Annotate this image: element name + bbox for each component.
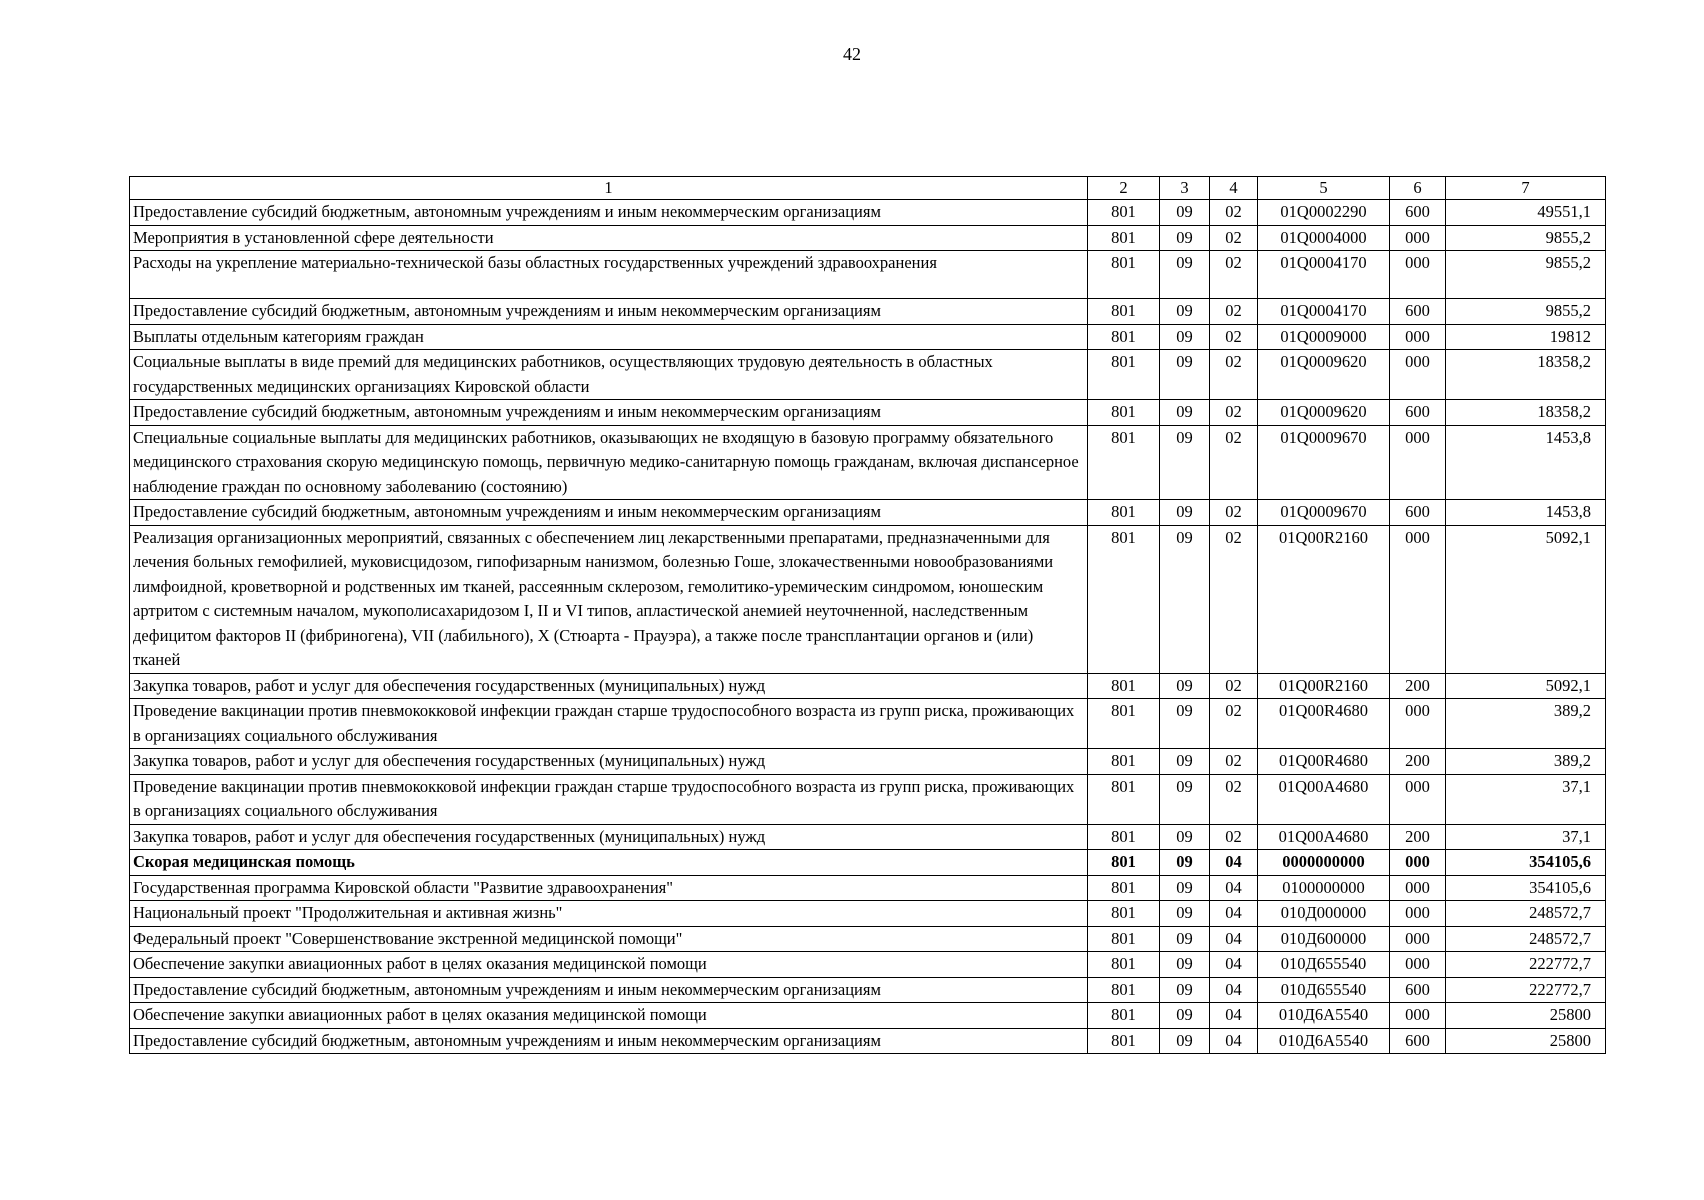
table-row: [130, 400, 1606, 426]
row-name-cell: Закупка товаров, работ и услуг для обеспечения государственных (муниципальных) нужд: [130, 824, 1088, 850]
row-name-cell: Скорая медицинская помощь: [130, 850, 1088, 876]
row-target-article-cell: 01Q00R2160: [1258, 525, 1390, 673]
row-section-cell: 09: [1160, 425, 1210, 500]
row-expense-type-cell: 600: [1390, 200, 1446, 226]
row-subsection-cell: 04: [1210, 901, 1258, 927]
row-target-article-cell: 01Q0009000: [1258, 324, 1390, 350]
row-section-cell: 09: [1160, 850, 1210, 876]
row-target-article-cell: 01Q0009670: [1258, 425, 1390, 500]
row-amount-cell: 1453,8: [1446, 425, 1606, 500]
row-expense-type-cell: 600: [1390, 299, 1446, 325]
row-ved-code-cell: 801: [1088, 952, 1160, 978]
row-ved-code-cell: 801: [1088, 324, 1160, 350]
table-row: [130, 525, 1606, 673]
table-row: [130, 1003, 1606, 1029]
row-amount-cell: 49551,1: [1446, 200, 1606, 226]
row-section-cell: 09: [1160, 952, 1210, 978]
row-name-cell: Предоставление субсидий бюджетным, автономным учреждениям и иным некоммерческим организациям: [130, 299, 1088, 325]
row-expense-type-cell: 200: [1390, 749, 1446, 775]
row-section-cell: 09: [1160, 1028, 1210, 1054]
row-ved-code-cell: 801: [1088, 400, 1160, 426]
row-expense-type-cell: 200: [1390, 673, 1446, 699]
row-subsection-cell: 04: [1210, 875, 1258, 901]
row-section-cell: 09: [1160, 977, 1210, 1003]
row-subsection-cell: 04: [1210, 926, 1258, 952]
row-ved-code-cell: 801: [1088, 926, 1160, 952]
row-ved-code-cell: 801: [1088, 251, 1160, 299]
row-subsection-cell: 04: [1210, 850, 1258, 876]
row-target-article-cell: 0100000000: [1258, 875, 1390, 901]
row-name-cell: Федеральный проект "Совершенствование экстренной медицинской помощи": [130, 926, 1088, 952]
row-subsection-cell: 02: [1210, 324, 1258, 350]
row-amount-cell: 9855,2: [1446, 251, 1606, 299]
table-row: [130, 850, 1606, 876]
row-subsection-cell: 02: [1210, 774, 1258, 824]
row-ved-code-cell: 801: [1088, 774, 1160, 824]
row-name-cell: Проведение вакцинации против пневмококковой инфекции граждан старше трудоспособного возраста из групп риска, проживающих в организациях социального обслуживания: [130, 699, 1088, 749]
row-target-article-cell: 01Q00R2160: [1258, 673, 1390, 699]
row-ved-code-cell: 801: [1088, 824, 1160, 850]
row-subsection-cell: 04: [1210, 1028, 1258, 1054]
table-row: [130, 673, 1606, 699]
row-subsection-cell: 02: [1210, 824, 1258, 850]
row-expense-type-cell: 000: [1390, 901, 1446, 927]
row-ved-code-cell: 801: [1088, 1003, 1160, 1029]
row-amount-cell: 248572,7: [1446, 901, 1606, 927]
row-target-article-cell: 01Q0009670: [1258, 500, 1390, 526]
row-section-cell: 09: [1160, 875, 1210, 901]
row-expense-type-cell: 000: [1390, 926, 1446, 952]
row-subsection-cell: 02: [1210, 425, 1258, 500]
table-row: [130, 875, 1606, 901]
table-row: [130, 901, 1606, 927]
table-row: [130, 500, 1606, 526]
row-ved-code-cell: 801: [1088, 525, 1160, 673]
row-amount-cell: 9855,2: [1446, 225, 1606, 251]
table-row: [130, 749, 1606, 775]
row-ved-code-cell: 801: [1088, 350, 1160, 400]
budget-table: [129, 176, 1606, 1054]
row-target-article-cell: 010Д6А5540: [1258, 1003, 1390, 1029]
table-row: [130, 699, 1606, 749]
row-ved-code-cell: 801: [1088, 299, 1160, 325]
row-section-cell: 09: [1160, 774, 1210, 824]
table-row: [130, 977, 1606, 1003]
row-ved-code-cell: 801: [1088, 875, 1160, 901]
row-target-article-cell: 01Q0004170: [1258, 251, 1390, 299]
row-expense-type-cell: 000: [1390, 850, 1446, 876]
page-number: 42: [843, 44, 861, 64]
row-name-cell: Реализация организационных мероприятий, связанных с обеспечением лиц лекарственными препаратами, предназначенными для лечения больных гемофилией, муковисцидозом, гипофизарным нанизмом, болезнью Гоше, злокачественными новообразованиями лимфоидной, кроветворной и родственных им тканей, рассеянным склерозом, гемолитико-уремическим синдромом, юношеским артритом с системным началом, мукополисахаридозом I, II и VI типов, апластической анемией неуточненной, наследственным дефицитом факторов II (фибриногена), VII (лабильного), X (Стюарта - Прауэра), а также после трансплантации органов и (или) тканей: [130, 525, 1088, 673]
table-row: [130, 324, 1606, 350]
table-row: [130, 926, 1606, 952]
row-expense-type-cell: 000: [1390, 699, 1446, 749]
row-name-cell: Социальные выплаты в виде премий для медицинских работников, осуществляющих трудовую деятельность в областных государственных медицинских организациях Кировской области: [130, 350, 1088, 400]
row-amount-cell: 18358,2: [1446, 350, 1606, 400]
row-name-cell: Выплаты отдельным категориям граждан: [130, 324, 1088, 350]
row-target-article-cell: 010Д6А5540: [1258, 1028, 1390, 1054]
row-name-cell: Обеспечение закупки авиационных работ в целях оказания медицинской помощи: [130, 1003, 1088, 1029]
row-ved-code-cell: 801: [1088, 749, 1160, 775]
header-col-5: 5: [1258, 177, 1390, 200]
header-col-6: 6: [1390, 177, 1446, 200]
row-target-article-cell: 01Q00R4680: [1258, 699, 1390, 749]
row-target-article-cell: 01Q0004000: [1258, 225, 1390, 251]
row-expense-type-cell: 000: [1390, 350, 1446, 400]
row-amount-cell: 19812: [1446, 324, 1606, 350]
row-name-cell: Предоставление субсидий бюджетным, автономным учреждениям и иным некоммерческим организациям: [130, 400, 1088, 426]
row-amount-cell: 248572,7: [1446, 926, 1606, 952]
row-name-cell: Национальный проект "Продолжительная и активная жизнь": [130, 901, 1088, 927]
row-name-cell: Государственная программа Кировской области "Развитие здравоохранения": [130, 875, 1088, 901]
row-name-cell: Мероприятия в установленной сфере деятельности: [130, 225, 1088, 251]
table-row: [130, 350, 1606, 400]
row-section-cell: 09: [1160, 500, 1210, 526]
row-ved-code-cell: 801: [1088, 500, 1160, 526]
row-name-cell: Обеспечение закупки авиационных работ в целях оказания медицинской помощи: [130, 952, 1088, 978]
header-row: [130, 177, 1606, 200]
row-ved-code-cell: 801: [1088, 200, 1160, 226]
row-section-cell: 09: [1160, 225, 1210, 251]
row-subsection-cell: 04: [1210, 977, 1258, 1003]
row-subsection-cell: 02: [1210, 400, 1258, 426]
row-expense-type-cell: 000: [1390, 324, 1446, 350]
row-expense-type-cell: 600: [1390, 1028, 1446, 1054]
row-ved-code-cell: 801: [1088, 425, 1160, 500]
row-subsection-cell: 04: [1210, 1003, 1258, 1029]
row-section-cell: 09: [1160, 901, 1210, 927]
row-section-cell: 09: [1160, 350, 1210, 400]
row-expense-type-cell: 600: [1390, 400, 1446, 426]
row-section-cell: 09: [1160, 1003, 1210, 1029]
row-name-cell: Закупка товаров, работ и услуг для обеспечения государственных (муниципальных) нужд: [130, 749, 1088, 775]
row-amount-cell: 37,1: [1446, 774, 1606, 824]
row-section-cell: 09: [1160, 824, 1210, 850]
row-amount-cell: 389,2: [1446, 699, 1606, 749]
table-row: [130, 774, 1606, 824]
row-expense-type-cell: 200: [1390, 824, 1446, 850]
row-subsection-cell: 02: [1210, 200, 1258, 226]
table-row: [130, 952, 1606, 978]
row-name-cell: Предоставление субсидий бюджетным, автономным учреждениям и иным некоммерческим организациям: [130, 500, 1088, 526]
header-col-1: 1: [130, 177, 1088, 200]
row-subsection-cell: 02: [1210, 500, 1258, 526]
header-col-4: 4: [1210, 177, 1258, 200]
row-ved-code-cell: 801: [1088, 1028, 1160, 1054]
table-row: [130, 824, 1606, 850]
row-target-article-cell: 01Q0002290: [1258, 200, 1390, 226]
row-name-cell: Проведение вакцинации против пневмококковой инфекции граждан старше трудоспособного возраста из групп риска, проживающих в организациях социального обслуживания: [130, 774, 1088, 824]
row-expense-type-cell: 000: [1390, 1003, 1446, 1029]
table-row: [130, 299, 1606, 325]
row-amount-cell: 354105,6: [1446, 850, 1606, 876]
table-row: [130, 425, 1606, 500]
row-target-article-cell: 01Q0004170: [1258, 299, 1390, 325]
row-amount-cell: 37,1: [1446, 824, 1606, 850]
row-section-cell: 09: [1160, 749, 1210, 775]
header-col-3: 3: [1160, 177, 1210, 200]
row-subsection-cell: 02: [1210, 350, 1258, 400]
row-section-cell: 09: [1160, 673, 1210, 699]
row-ved-code-cell: 801: [1088, 901, 1160, 927]
table-row: [130, 200, 1606, 226]
row-amount-cell: 18358,2: [1446, 400, 1606, 426]
row-ved-code-cell: 801: [1088, 673, 1160, 699]
row-name-cell: Специальные социальные выплаты для медицинских работников, оказывающих не входящую в базовую программу обязательного медицинского страхования скорую медицинскую помощь, первичную медико-санитарную помощь гражданам, включая диспансерное наблюдение граждан по основному заболеванию (состоянию): [130, 425, 1088, 500]
row-expense-type-cell: 000: [1390, 225, 1446, 251]
row-target-article-cell: 01Q0009620: [1258, 400, 1390, 426]
row-target-article-cell: 0000000000: [1258, 850, 1390, 876]
row-target-article-cell: 01Q00A4680: [1258, 774, 1390, 824]
row-amount-cell: 5092,1: [1446, 673, 1606, 699]
row-target-article-cell: 010Д655540: [1258, 952, 1390, 978]
row-amount-cell: 389,2: [1446, 749, 1606, 775]
row-expense-type-cell: 000: [1390, 251, 1446, 299]
row-expense-type-cell: 000: [1390, 774, 1446, 824]
row-amount-cell: 1453,8: [1446, 500, 1606, 526]
row-target-article-cell: 01Q00R4680: [1258, 749, 1390, 775]
row-target-article-cell: 010Д655540: [1258, 977, 1390, 1003]
row-section-cell: 09: [1160, 251, 1210, 299]
row-section-cell: 09: [1160, 400, 1210, 426]
row-section-cell: 09: [1160, 699, 1210, 749]
row-subsection-cell: 02: [1210, 225, 1258, 251]
row-ved-code-cell: 801: [1088, 977, 1160, 1003]
row-amount-cell: 25800: [1446, 1028, 1606, 1054]
row-amount-cell: 354105,6: [1446, 875, 1606, 901]
row-subsection-cell: 02: [1210, 749, 1258, 775]
row-target-article-cell: 01Q00A4680: [1258, 824, 1390, 850]
row-section-cell: 09: [1160, 525, 1210, 673]
row-name-cell: Предоставление субсидий бюджетным, автономным учреждениям и иным некоммерческим организациям: [130, 200, 1088, 226]
row-amount-cell: 222772,7: [1446, 977, 1606, 1003]
row-subsection-cell: 02: [1210, 525, 1258, 673]
row-expense-type-cell: 000: [1390, 952, 1446, 978]
row-name-cell: Предоставление субсидий бюджетным, автономным учреждениям и иным некоммерческим организациям: [130, 1028, 1088, 1054]
row-section-cell: 09: [1160, 299, 1210, 325]
row-expense-type-cell: 600: [1390, 977, 1446, 1003]
row-target-article-cell: 01Q0009620: [1258, 350, 1390, 400]
row-subsection-cell: 02: [1210, 673, 1258, 699]
row-amount-cell: 222772,7: [1446, 952, 1606, 978]
row-section-cell: 09: [1160, 926, 1210, 952]
table-row: [130, 225, 1606, 251]
header-col-2: 2: [1088, 177, 1160, 200]
row-expense-type-cell: 600: [1390, 500, 1446, 526]
table-row: [130, 251, 1606, 299]
row-expense-type-cell: 000: [1390, 425, 1446, 500]
row-amount-cell: 25800: [1446, 1003, 1606, 1029]
row-expense-type-cell: 000: [1390, 525, 1446, 673]
row-ved-code-cell: 801: [1088, 699, 1160, 749]
row-amount-cell: 9855,2: [1446, 299, 1606, 325]
header-col-7: 7: [1446, 177, 1606, 200]
row-expense-type-cell: 000: [1390, 875, 1446, 901]
row-target-article-cell: 010Д000000: [1258, 901, 1390, 927]
row-subsection-cell: 04: [1210, 952, 1258, 978]
row-section-cell: 09: [1160, 200, 1210, 226]
row-section-cell: 09: [1160, 324, 1210, 350]
row-subsection-cell: 02: [1210, 251, 1258, 299]
row-subsection-cell: 02: [1210, 699, 1258, 749]
row-name-cell: Предоставление субсидий бюджетным, автономным учреждениям и иным некоммерческим организациям: [130, 977, 1088, 1003]
row-name-cell: Закупка товаров, работ и услуг для обеспечения государственных (муниципальных) нужд: [130, 673, 1088, 699]
table-row: [130, 1028, 1606, 1054]
row-ved-code-cell: 801: [1088, 850, 1160, 876]
row-subsection-cell: 02: [1210, 299, 1258, 325]
row-target-article-cell: 010Д600000: [1258, 926, 1390, 952]
row-amount-cell: 5092,1: [1446, 525, 1606, 673]
row-name-cell: Расходы на укрепление материально-технической базы областных государственных учреждений здравоохранения: [130, 251, 1088, 299]
row-ved-code-cell: 801: [1088, 225, 1160, 251]
